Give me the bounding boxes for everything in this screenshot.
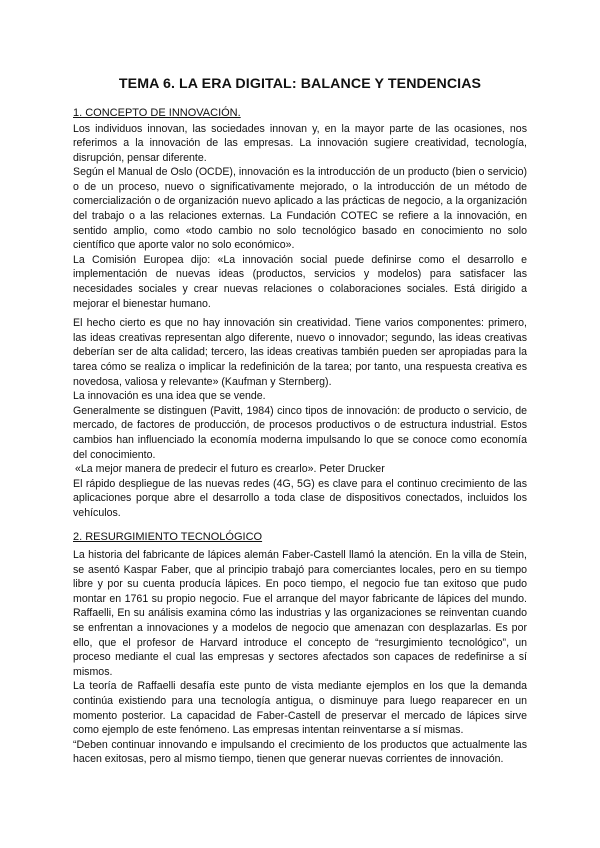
section-2-paragraph: “Deben continuar innovando e impulsando el crecimiento de los productos que actualmente las hacen exitosas, pero al mismo tiempo, tienen que generar nuevas corrientes de innovación.	[73, 738, 527, 766]
drucker-quote: «La mejor manera de predecir el futuro es crearlo». Peter Drucker	[75, 463, 385, 476]
section-1-paragraph: Generalmente se distinguen (Pavitt, 1984) cinco tipos de innovación: de producto o servicio, de mercado, de factores de producción, de procesos productivos o de estructura industrial. Estos cambios han influenciado la economía moderna impulsando lo que se conoce como economía del conocimiento.	[73, 404, 527, 461]
section-1-paragraph: La innovación es una idea que se vende.	[73, 390, 266, 403]
document-title: TEMA 6. LA ERA DIGITAL: BALANCE Y TENDENCIAS	[118, 76, 482, 92]
section-1-paragraph: El rápido despliegue de las nuevas redes (4G, 5G) es clave para el continuo crecimiento de las aplicaciones porque abre el desarrollo a toda clase de dispositivos conectados, incluidos los vehículos.	[73, 477, 527, 519]
section-2-heading: 2. RESURGIMIENTO TECNOLÓGICO	[73, 530, 263, 543]
section-1-paragraph: Según el Manual de Oslo (OCDE), innovación es la introducción de un producto (bien o servicio) o de un proceso, nuevo o significativamente mejorado, o la introducción de un método de comercialización o de organización nuevo aplicado a las prácticas de negocio, a la organización del trabajo o a las relaciones externas. La Fundación COTEC se refiere a la innovación, en sentido amplio, como «todo cambio no solo tecnológico basado en conocimiento no solo científico que aporte valor no solo económico».	[73, 166, 527, 252]
section-1-paragraph: Los individuos innovan, las sociedades innovan y, en la mayor parte de las ocasiones, nos referimos a la innovación de las empresas. La innovación sugiere creatividad, tecnología, disrupción, pensar diferente.	[73, 122, 527, 164]
section-1-paragraph: La Comisión Europea dijo: «La innovación social puede definirse como el desarrollo e implementación de nuevas ideas (productos, servicios y modelos) para satisfacer las necesidades sociales y crear nuevas relaciones o colaboraciones sociales. Está dirigido a mejorar el bienestar humano.	[73, 253, 527, 310]
section-1-heading: 1. CONCEPTO DE INNOVACIÓN.	[73, 107, 241, 119]
section-2-paragraph: La teoría de Raffaelli desafía este punto de vista mediante ejemplos en los que la demanda continúa existiendo para una tecnología antigua, o disminuye para luego reaparecer en un momento posterior. La capacidad de Faber-Castell de preservar el mercado de lápices sirve como ejemplo de este fenómeno. Las empresas intentan reinventarse a sí mismas.	[73, 680, 527, 737]
section-2-paragraph: La historia del fabricante de lápices alemán Faber-Castell llamó la atención. En la villa de Stein, se asentó Kaspar Faber, que al principio trabajó para comerciantes locales, pero en su tiempo libre y por su cuenta producía lápices. En poco tiempo, el negocio fue tan exitoso que pudo montar en 1761 su propio negocio. Fue el arranque del mayor fabricante de lápices del mundo. Raffaelli, En su análisis examina cómo las industrias y las organizaciones se reinventan cuando se enfrentan a innovaciones y a modelos de negocio que amenazan con desplazarlas. Es por ello, que el profesor de Harvard introduce el concepto de “resurgimiento tecnológico”, un proceso mediante el cual las empresas y sectores afectados son capaces de redefinirse a sí mismos.	[73, 549, 527, 678]
section-1-paragraph: El hecho cierto es que no hay innovación sin creatividad. Tiene varios componentes: primero, las ideas creativas representan algo diferente, nuevo o innovador; segundo, las ideas creativas deberían ser de alta calidad; tercero, las ideas creativas también pueden ser apropiadas para la tarea cómo se realiza o implicar la redefinición de la tarea; por tanto, una respuesta creativa es novedosa, valiosa y relevante» (Kaufman y Sternberg).	[73, 317, 527, 388]
